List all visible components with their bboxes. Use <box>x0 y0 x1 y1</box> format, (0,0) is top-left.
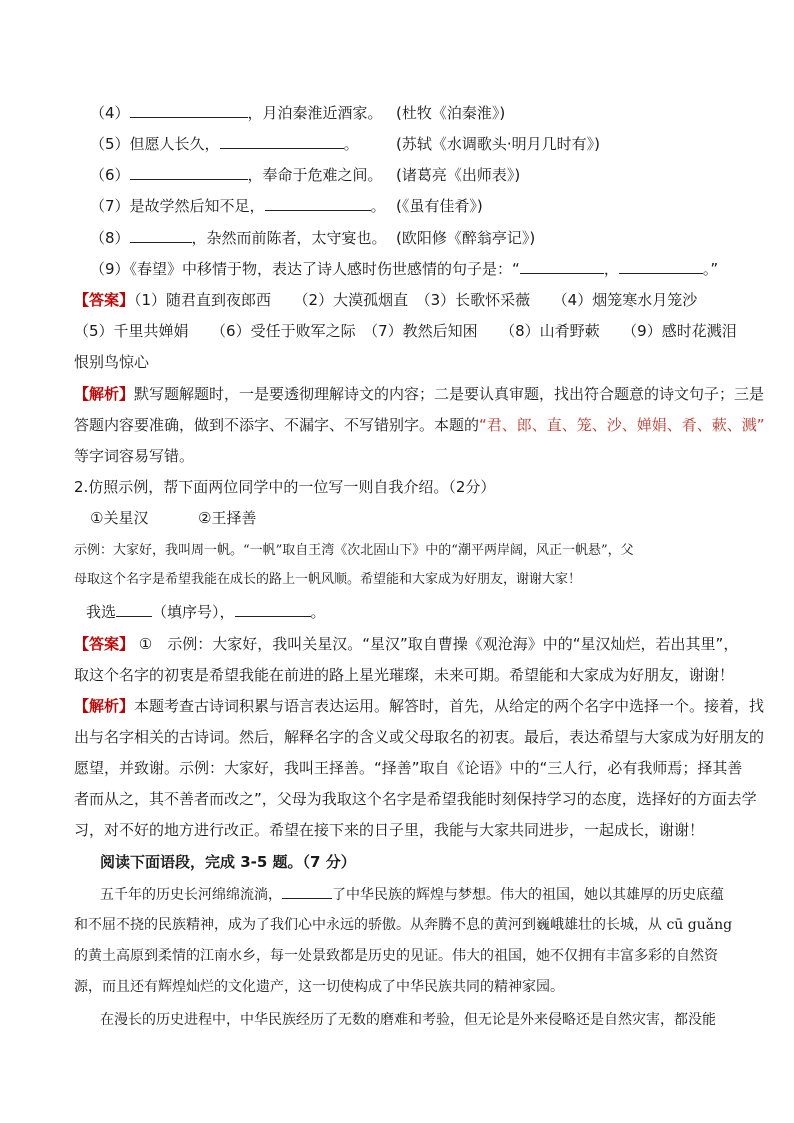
highlighted-chars: “君、郎、直、笼、沙、婵娟、肴、蔌、溅” <box>479 416 765 434</box>
q2-example-line-1: 示例：大家好，我叫周一帆。“一帆”取自王湾《次北固山下》中的“潮平两岸阔，风正一帆悬”，父 <box>74 543 634 558</box>
q1-item-7-source: (《虽有佳肴》) <box>396 197 483 215</box>
answer-blank[interactable] <box>520 259 604 274</box>
intro-blank[interactable] <box>235 602 311 617</box>
q2-example-line-2: 母取这个名字是希望我能在成长的路上一帆风顺。希望能和大家成为好朋友，谢谢大家！ <box>74 572 582 587</box>
item-number: （4） <box>90 104 130 122</box>
q2-title: 2.仿照示例，帮下面两位同学中的一位写一则自我介绍。（2分） <box>74 478 496 496</box>
q2-analysis-line-2: 出与名字相关的古诗词。然后，解释名字的含义或父母取名的初衷。最后，表达希望与大家成为好朋友的 <box>74 728 765 746</box>
q1-answer-line-3: 恨别鸟惊心 <box>74 353 150 371</box>
item-number: （5） <box>90 135 130 153</box>
q1-answer-line-2: （5）千里共婵娟 （6）受任于败军之际 （7）教然后知困 （8）山肴野蔌 （9）感时花溅泪 <box>74 322 737 340</box>
q1-item-4 <box>90 103 383 123</box>
q1-item-6-source: (诸葛亮《出师表》) <box>396 166 521 184</box>
answer-blank[interactable] <box>130 165 248 180</box>
item-text: ，月泊秦淮近酒家。 <box>247 104 383 122</box>
q1-item-5 <box>90 134 359 154</box>
reading-p1-line-1 <box>100 884 724 905</box>
q2-option-2: ②王择善 <box>198 509 257 527</box>
item-number: （8） <box>90 229 130 247</box>
answer-blank[interactable] <box>265 196 371 211</box>
answer-blank[interactable] <box>130 228 192 243</box>
q1-item-9 <box>90 259 718 279</box>
q1-item-8-source: (欧阳修《醉翁亭记》) <box>396 229 536 247</box>
reading-blank[interactable] <box>282 884 332 899</box>
item-text: 但愿人长久， <box>129 135 220 153</box>
q1-item-7 <box>90 196 386 216</box>
reading-title: 阅读下面语段，完成 3-5 题。（7 分） <box>100 853 356 871</box>
choose-text: （填序号）， <box>152 603 235 621</box>
q2-choose-line <box>86 602 326 622</box>
analysis-text: 本题考查古诗词积累与语言表达运用。解答时，首先，从给定的两个名字中选择一个。接着，找 <box>134 697 765 715</box>
item-number: （7） <box>90 197 130 215</box>
q1-analysis-line <box>74 384 764 404</box>
q2-analysis-line-5: 习，对不好的地方进行改正。希望在接下来的日子里，我能与大家共同进步，一起成长，谢谢！ <box>74 821 705 839</box>
q1-item-5-source: (苏轼《水调歌头·明月几时有》) <box>396 135 600 153</box>
item-text: 是故学然后知不足， <box>129 197 265 215</box>
analysis-text: 默写题解题时，一是要透彻理解诗文的内容；二是要认真审题，找出符合题意的诗文句子；三是 <box>134 385 765 403</box>
item-text: （9）《春望》中移情于物，表达了诗人感时伤世感情的句子是：“ <box>90 260 520 278</box>
item-text: 。” <box>702 260 719 278</box>
answer-text: ① 示例：大家好，我叫关星汉。“星汉”取自曹操《观沧海》中的“星汉灿烂，若出其里”， <box>134 635 739 653</box>
q1-answer-line <box>74 290 697 310</box>
item-text: ， <box>603 260 619 278</box>
answer-tag: 【答案】 <box>74 291 135 309</box>
item-text: ，杂然而前陈者，太守宴也。 <box>191 229 387 247</box>
answer-blank[interactable] <box>130 103 248 118</box>
analysis-tag: 【解析】 <box>74 385 135 403</box>
answer-blank[interactable] <box>619 259 703 274</box>
analysis-text: 答题内容要准确，做到不添字、不漏字、不写错别字。本题的 <box>74 416 480 434</box>
q2-analysis-line <box>74 696 764 716</box>
q2-answer-line <box>74 634 738 654</box>
reading-text: 了中华民族的辉煌与梦想。伟大的祖国，她以其雄厚的历史底蕴 <box>332 887 724 903</box>
q2-option-1: ①关星汉 <box>90 509 149 527</box>
choose-text: 。 <box>310 603 326 621</box>
q1-item-8 <box>90 228 387 248</box>
choose-text: 我选 <box>86 603 117 621</box>
reading-p1-line-4: 源，而且还有辉煌灿烂的文化遗产，这一切使构成了中华民族共同的精神家园。 <box>74 979 564 995</box>
item-text: 。 <box>370 197 386 215</box>
analysis-tag: 【解析】 <box>74 697 135 715</box>
item-text: 。 <box>343 135 359 153</box>
item-text: ，奉命于危难之间。 <box>247 166 383 184</box>
q2-analysis-line-4: 者而从之，其不善者而改之”，父母为我取这个名字是希望我能时刻保持学习的态度，选择好的方面去学 <box>74 790 757 808</box>
q2-analysis-line-3: 愿望，并致谢。示例：大家好，我叫王择善。“择善”取自《论语》中的“三人行，必有我师焉；择其善 <box>74 759 743 777</box>
q1-analysis-line-2 <box>74 415 765 435</box>
q2-answer-line-2: 取这个名字的初衷是希望我能在前进的路上星光璀璨，未来可期。希望能和大家成为好朋友，谢谢！ <box>74 666 735 684</box>
answer-tag: 【答案】 <box>74 635 135 653</box>
q1-item-6 <box>90 165 383 185</box>
q1-analysis-line-3: 等字词容易写错。 <box>74 447 195 465</box>
reading-p2-line-1: 在漫长的历史进程中，中华民族经历了无数的磨难和考验，但无论是外来侵略还是自然灾害，都没能 <box>100 1012 716 1028</box>
reading-p1-line-2: 和不屈不挠的民族精神，成为了我们心中永远的骄傲。从奔腾不息的黄河到巍峨雄壮的长城，从 cū guǎng <box>74 917 733 933</box>
answer-blank[interactable] <box>220 134 344 149</box>
choose-blank[interactable] <box>116 602 152 617</box>
reading-text: 五千年的历史长河绵绵流淌， <box>100 887 282 903</box>
q1-item-4-source: (杜牧《泊秦淮》) <box>396 104 506 122</box>
item-number: （6） <box>90 166 130 184</box>
answer-text: （1）随君直到夜郎西 （2）大漠孤烟直 （3）长歌怀采薇 （4）烟笼寒水月笼沙 <box>134 291 698 309</box>
reading-p1-line-3: 的黄土高原到柔情的江南水乡，每一处景致都是历史的见证。伟大的祖国，她不仅拥有丰富多彩的自然资 <box>74 948 718 964</box>
